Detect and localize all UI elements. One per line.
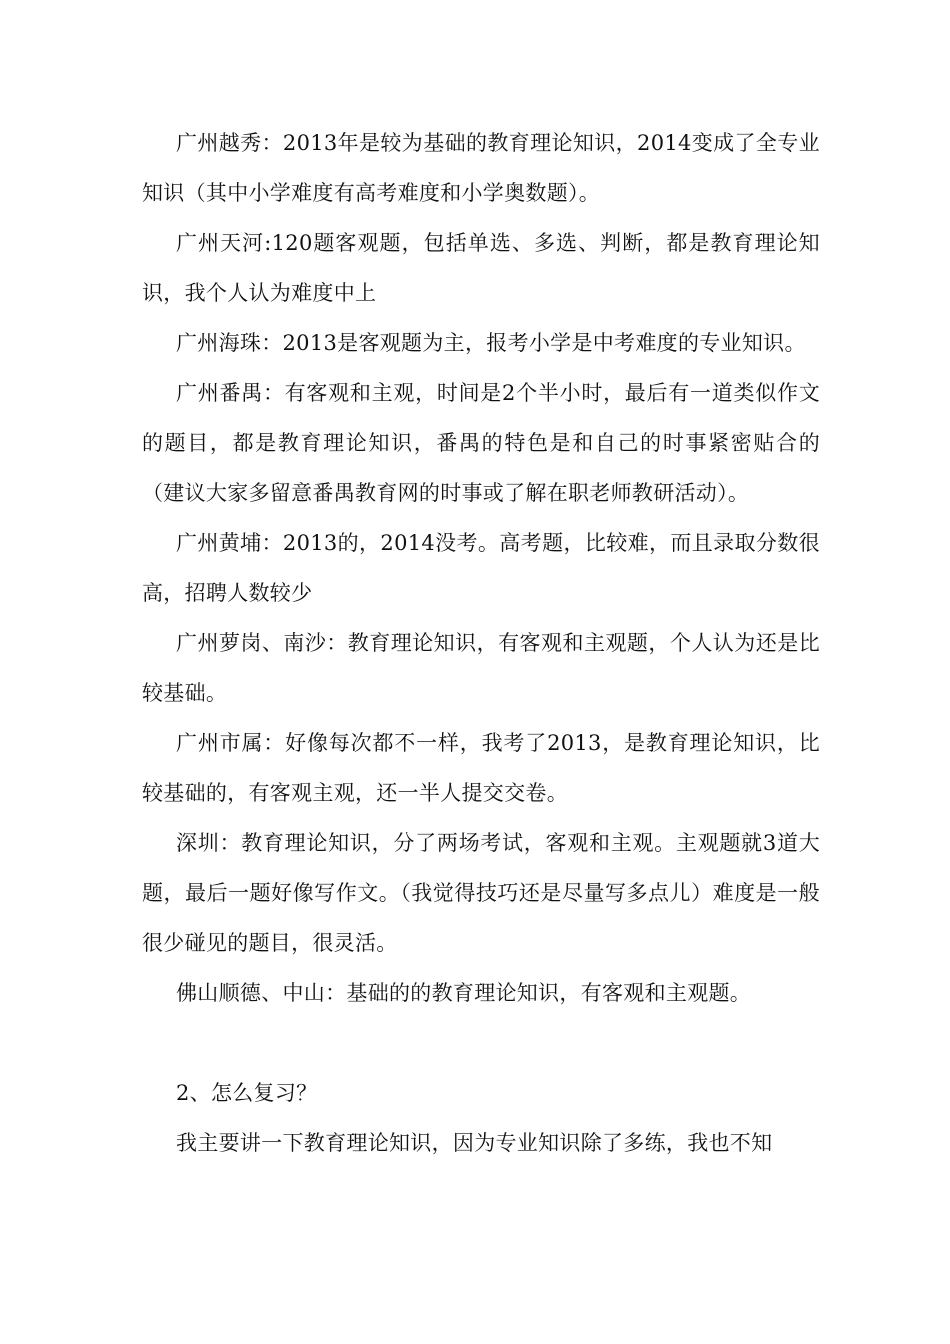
blank-line [142,1018,820,1068]
paragraph-tianhe: 广州天河:120题客观题，包括单选、多选、判断，都是教育理论知识，我个人认为难度中上 [142,231,820,305]
section-intro: 我主要讲一下教育理论知识，因为专业知识除了多练，我也不知 [176,1131,773,1155]
paragraph-huangpu: 广州黄埔：2013的，2014没考。高考题，比较难，而且录取分数很高，招聘人数较少 [142,531,820,605]
paragraph-yuexiu: 广州越秀：2013年是较为基础的教育理论知识，2014变成了全专业知识（其中小学难度有高考难度和小学奥数题）。 [142,131,820,205]
paragraph-panyu: 广州番禺：有客观和主观，时间是2个半小时，最后有一道类似作文的题目，都是教育理论知识，番禺的特色是和自己的时事紧密贴合的（建议大家多留意番禺教育网的时事或了解在职老师教研活动）。 [142,381,820,505]
paragraph-luogang-nansha: 广州萝岗、南沙：教育理论知识，有客观和主观题，个人认为还是比较基础。 [142,631,820,705]
section-heading: 2、怎么复习？ [176,1081,318,1105]
paragraph-haizhu: 广州海珠：2013是客观题为主，报考小学是中考难度的专业知识。 [176,331,806,355]
paragraph-foshan-zhongshan: 佛山顺德、中山：基础的的教育理论知识，有客观和主观题。 [176,981,752,1005]
paragraph-shenzhen: 深圳：教育理论知识，分了两场考试，客观和主观。主观题就3道大题，最后一题好像写作文。（我觉得技巧还是尽量写多点儿）难度是一般很少碰见的题目，很灵活。 [142,831,820,955]
paragraph-shishu: 广州市属：好像每次都不一样，我考了2013，是教育理论知识，比较基础的，有客观主观，还一半人提交交卷。 [142,731,820,805]
document-body [142,118,820,1168]
